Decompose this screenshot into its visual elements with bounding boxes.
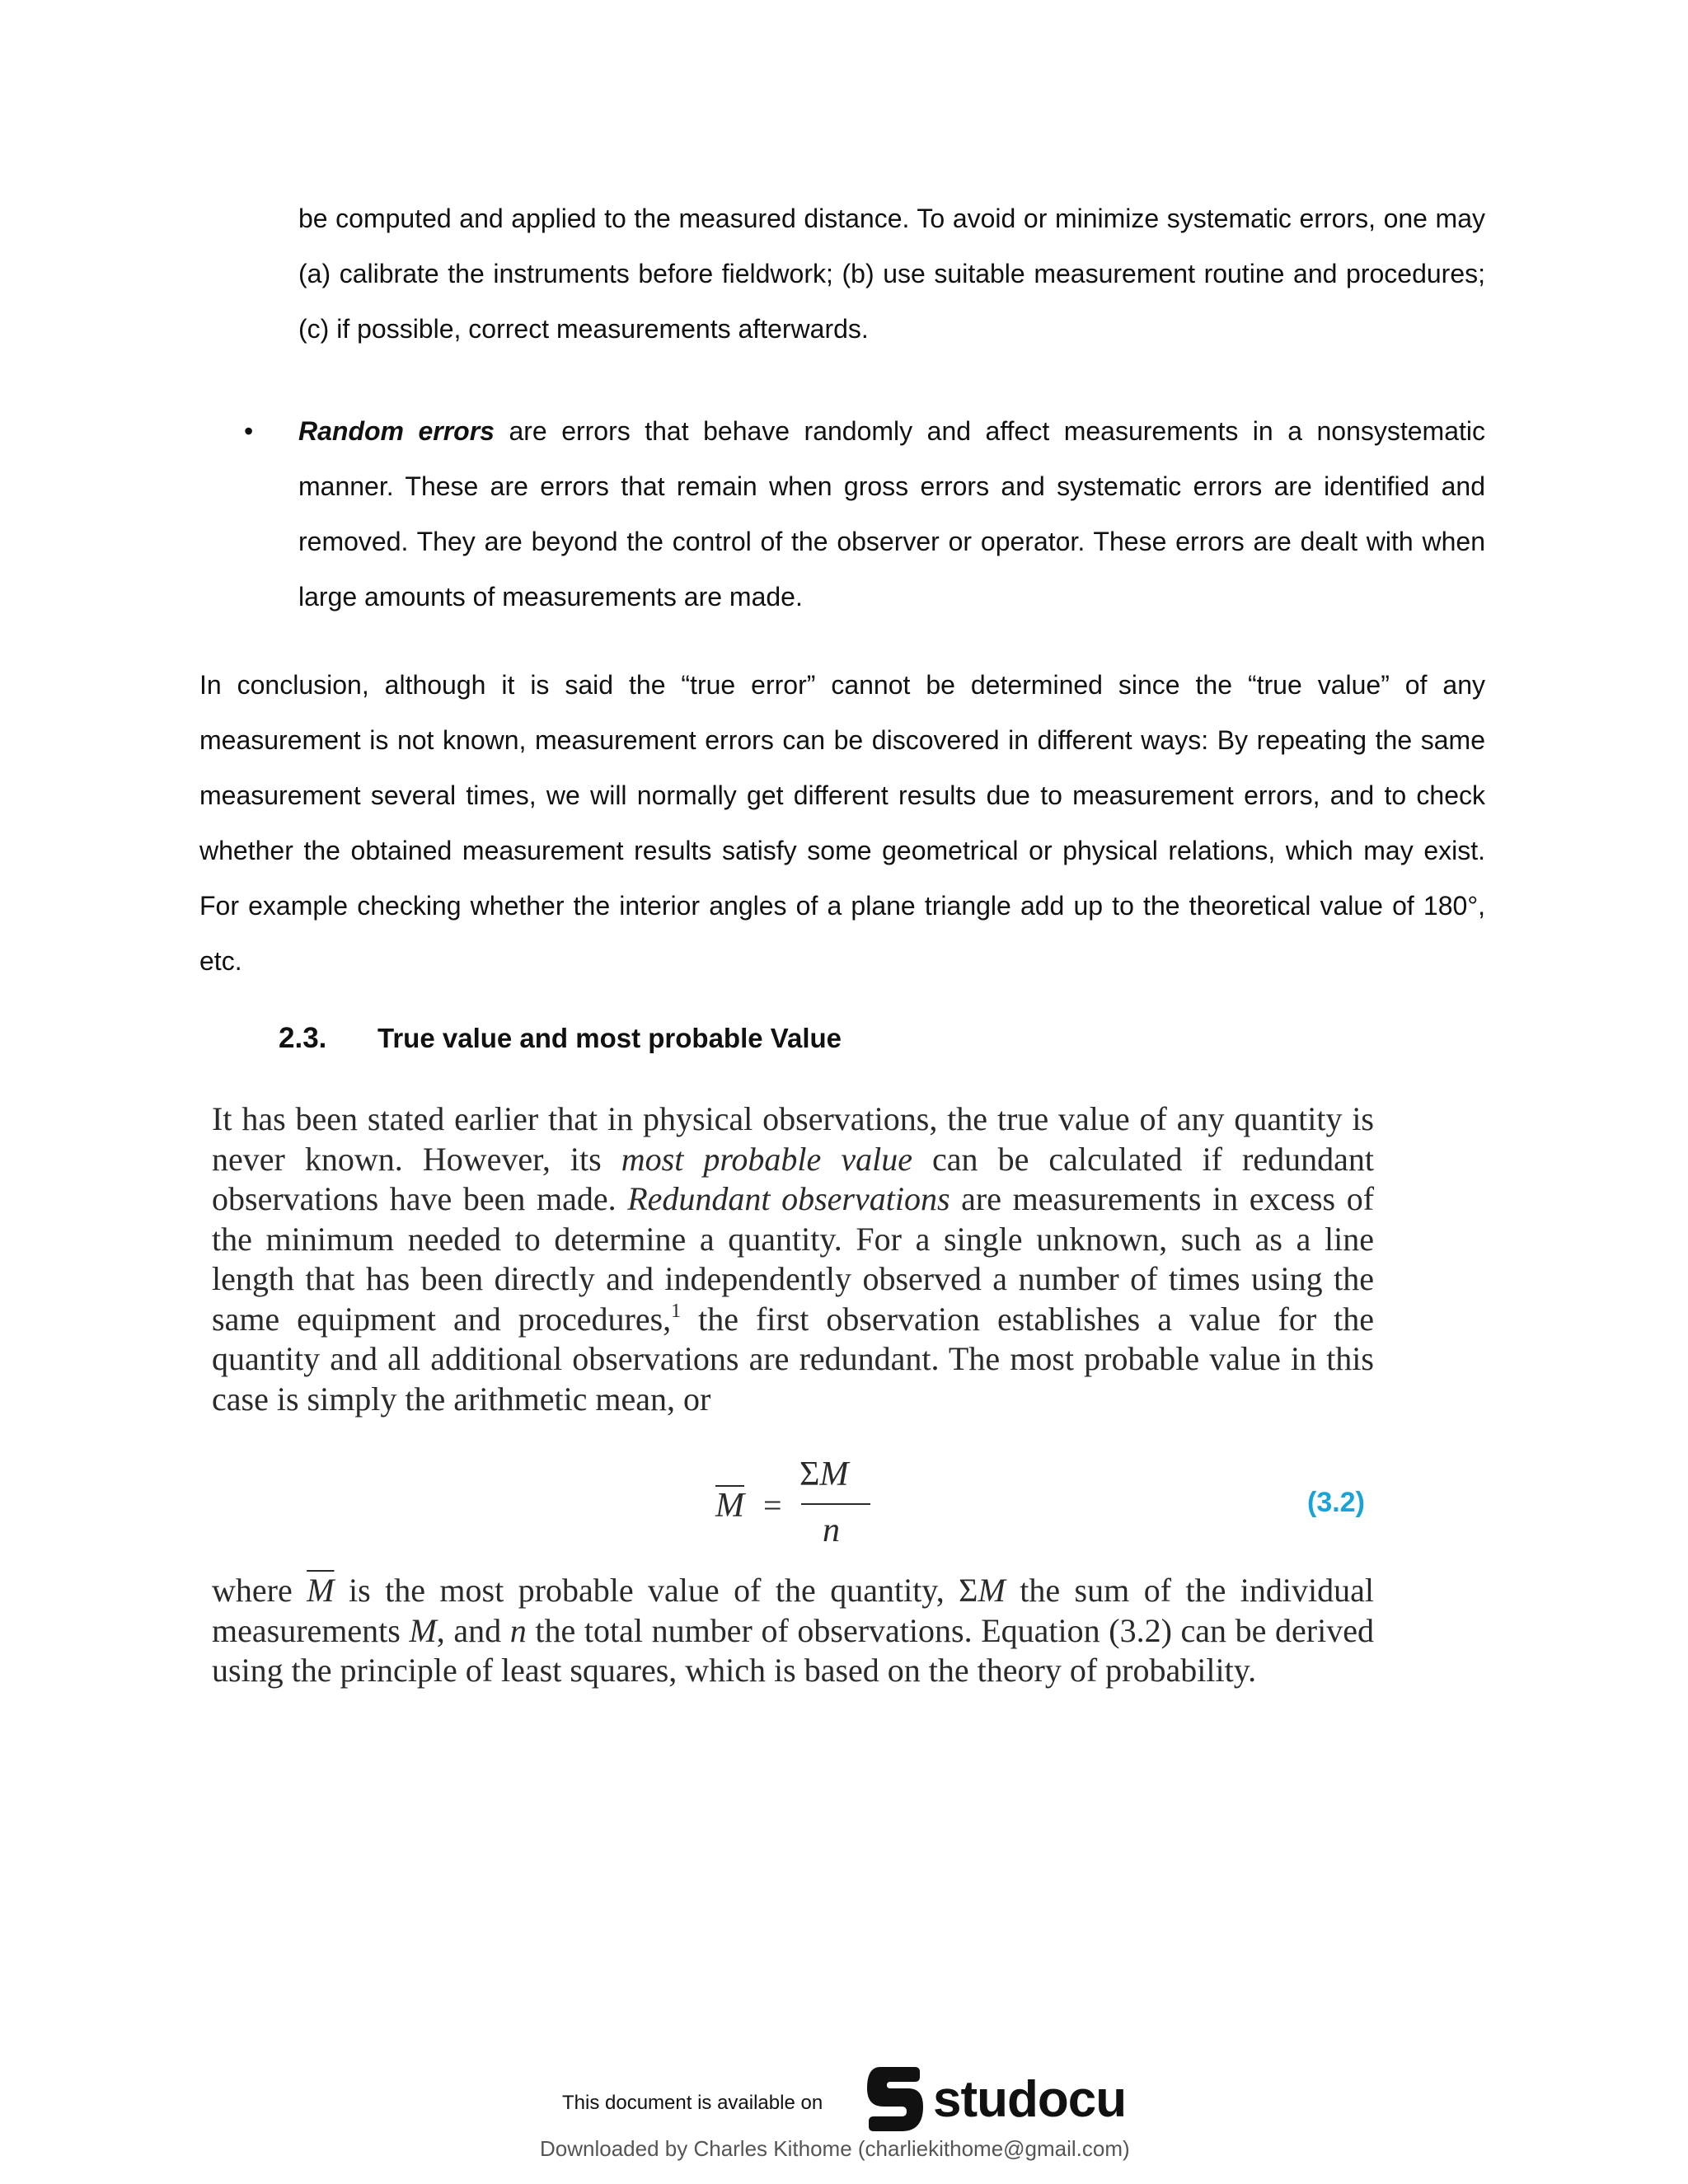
excerpt-text: the first observation establishes a value for the quantity and all additional observations are redundant. The most probable value in this case is simply the arithmetic mean, or — [212, 1300, 1374, 1418]
excerpt-text: the total number of observations. Equation (3.2) can be derived using the principle of least squares, which is based on the theory of probability. — [212, 1611, 1374, 1689]
fraction-bar — [801, 1503, 870, 1505]
studocu-logo-link[interactable] — [865, 2065, 1126, 2133]
emphasis-most-probable-value: most probable value — [621, 1140, 912, 1178]
footer-downloaded-by: Downloaded by Charles Kithome (charliekithome@gmail.com) — [540, 2136, 1130, 2161]
footer-available-text: This document is available on — [562, 2092, 823, 2114]
excerpt-text: It has been stated earlier that in physical observations, the true value of any quantity is never known. However, its — [212, 1100, 1374, 1178]
equation-numerator — [799, 1455, 848, 1494]
excerpt-text: the sum of the individual measurements — [212, 1572, 1374, 1649]
systematic-errors-paragraph-tail: be computed and applied to the measured distance. To avoid or minimize systematic errors, one may (a) calibrate the instruments before fieldwork; (b) use suitable measurement routine and procedures; (c) if possible, correct measurements afterwards. — [298, 204, 1485, 344]
random-errors-text: are errors that behave randomly and affect measurements in a nonsystematic manner. These are errors that remain when gross errors and systematic errors are identified and removed. They are beyond the control of the observer or operator. These errors are dealt with when large amounts of measurements are made. — [298, 416, 1486, 612]
section-number: 2.3. — [279, 1022, 327, 1054]
studocu-wordmark: studocu — [933, 2070, 1127, 2128]
equation-equals: = — [763, 1487, 782, 1524]
equation-denominator: n — [823, 1511, 840, 1549]
bullet-marker: • — [244, 416, 254, 446]
numerator-variable: M — [819, 1455, 849, 1493]
mean-equation — [707, 1455, 872, 1554]
variable-m: M — [409, 1611, 437, 1649]
sigma-symbol: Σ — [799, 1455, 820, 1493]
textbook-excerpt-paragraph — [212, 1099, 1374, 1419]
mbar-symbol: $\overline{M}$ — [307, 1572, 335, 1609]
section-heading — [279, 1019, 842, 1058]
variable-m: M — [978, 1572, 1006, 1609]
excerpt-text: where — [212, 1572, 307, 1609]
excerpt-text: is the most probable value of the quantity, Σ — [334, 1572, 978, 1609]
section-title: True value and most probable Value — [377, 1023, 842, 1053]
conclusion-paragraph: In conclusion, although it is said the “true error” cannot be determined since the “true value” of any measurement is not known, measurement errors can be discovered in different ways: By repeating the same measurement several times, we will normally get different results due to measurement errors, and to check whether the obtained measurement results satisfy some geometrical or physical relations, which may exist. For example checking whether the interior angles of a plane triangle add up to the theoretical value of 180°, etc. — [199, 670, 1485, 976]
excerpt-text: , and — [436, 1611, 510, 1649]
equation-mbar: $\overline{M}$ — [715, 1487, 744, 1525]
emphasis-redundant-observations: Redundant observations — [627, 1180, 950, 1217]
excerpt-text: can be calculated if redundant observations have been made. — [212, 1140, 1375, 1217]
random-errors-term: Random errors — [298, 416, 495, 446]
equation-explanation-paragraph — [212, 1571, 1374, 1691]
equation-number: (3.2) — [1307, 1487, 1365, 1518]
excerpt-text: are measurements in excess of the minimum needed to determine a quantity. For a single unknown, such as a line length that has been directly and independently observed a number of times using the same equipment and procedures, — [212, 1180, 1375, 1338]
random-errors-paragraph — [298, 404, 1485, 625]
studocu-logo-icon — [865, 2065, 925, 2133]
variable-n: n — [509, 1611, 527, 1649]
footnote-marker: 1 — [671, 1300, 682, 1322]
